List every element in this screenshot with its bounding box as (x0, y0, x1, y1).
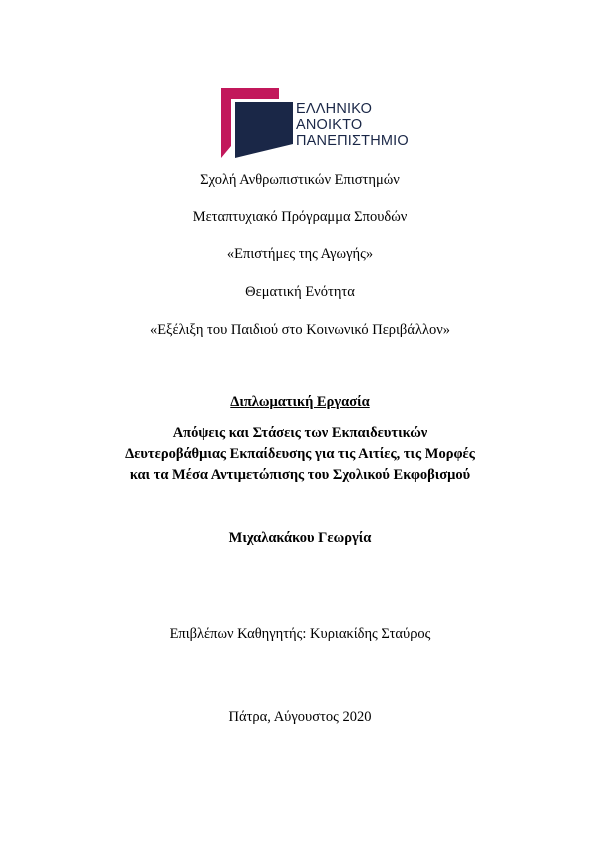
thesis-title-line-2: Δευτεροβάθμιας Εκπαίδευσης για τις Αιτίες, τις Μορφές (125, 446, 475, 462)
author-name: Μιχαλακάκου Γεωργία (228, 530, 372, 546)
eap-logo-mark-icon (221, 88, 293, 158)
university-logo (221, 88, 411, 158)
place-date: Πάτρα, Αύγουστος 2020 (228, 709, 372, 725)
school-name: Σχολή Ανθρωπιστικών Επιστημών (200, 172, 400, 188)
document-type: Διπλωματική Εργασία (230, 394, 370, 410)
module-label: Θεματική Ενότητα (245, 284, 355, 300)
thesis-title-line-3: και τα Μέσα Αντιμετώπισης του Σχολικού Εκφοβισμού (129, 467, 471, 483)
supervisor: Επιβλέπων Καθηγητής: Κυριακίδης Σταύρος (169, 626, 431, 642)
module-name: «Εξέλιξη του Παιδιού στο Κοινωνικό Περιβάλλον» (149, 322, 451, 338)
logo-line-2: ΑΝΟΙΚΤΟ (296, 117, 363, 133)
program-label: Μεταπτυχιακό Πρόγραμμα Σπουδών (192, 209, 408, 225)
logo-wordmark (296, 101, 409, 149)
logo-line-3: ΠΑΝΕΠΙΣΤΗΜΙΟ (296, 133, 409, 149)
thesis-title-line-1: Απόψεις και Στάσεις των Εκπαιδευτικών (172, 425, 428, 441)
program-name: «Επιστήμες της Αγωγής» (226, 246, 374, 262)
logo-line-1: ΕΛΛΗΝΙΚΟ (296, 101, 373, 117)
